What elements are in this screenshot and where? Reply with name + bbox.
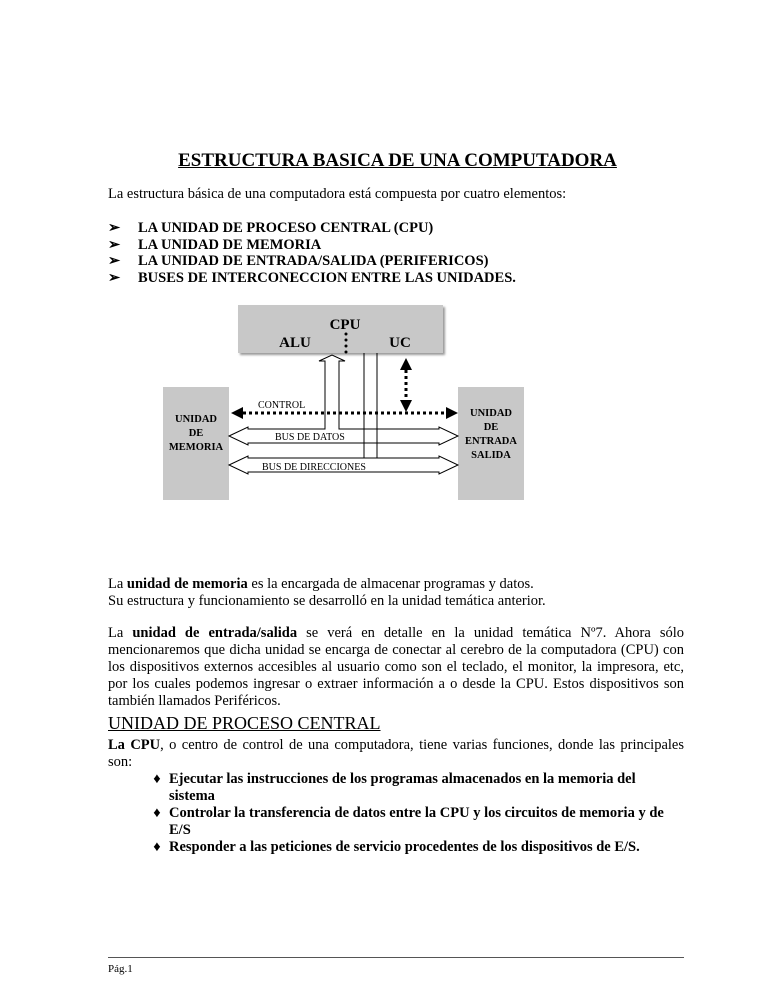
io-label: ENTRADA xyxy=(465,436,517,447)
list-item: ♦ Controlar la transferencia de datos entre la CPU y los circuitos de memoria y de E/S xyxy=(145,805,685,839)
page-title: ESTRUCTURA BASICA DE UNA COMPUTADORA xyxy=(178,150,617,171)
list-item: ➢ LA UNIDAD DE PROCESO CENTRAL (CPU) xyxy=(108,220,434,236)
memory-term: unidad de memoria xyxy=(126,576,248,592)
list-item: ➢ BUSES DE INTERCONECCION ENTRE LAS UNIDADES. xyxy=(108,269,516,286)
arrow-bullet-icon: ➢ xyxy=(108,236,121,253)
diamond-bullet-icon: ♦ xyxy=(153,839,161,855)
memory-label: DE xyxy=(188,428,204,439)
diamond-bullet-icon: ♦ xyxy=(153,771,161,787)
memory-paragraph: La unidad de memoria es la encargada de almacenar programas y datos. Su estructura y funcionamiento se desarrolló en la unidad temática anterior. xyxy=(108,576,546,609)
footer-divider xyxy=(108,957,684,958)
section-heading: UNIDAD DE PROCESO CENTRAL xyxy=(108,713,381,733)
list-item: ➢ LA UNIDAD DE MEMORIA xyxy=(108,236,322,253)
alu-label: ALU xyxy=(279,335,311,351)
diamond-bullet-icon: ♦ xyxy=(153,805,161,821)
uc-label: UC xyxy=(389,335,411,351)
io-paragraph: La unidad de entrada/salida se verá en detalle en la unidad temática Nº7. Ahora sólo mencionaremos que dicha unidad se encarga de conectar al cerebro de la computadora (CPU) con los dispositivos externos accesibles al usuario como son el teclado, el monitor, la impresora, etc, por los cuales podemos ingresar o extraer información a o desde la CPU. Estos dispositivos son también llamados Periféricos. xyxy=(108,625,685,709)
page-number: Pág.1 xyxy=(108,963,133,975)
io-label: SALIDA xyxy=(471,450,511,461)
list-item: ♦ Ejecutar las instrucciones de los programas almacenados en la memoria del sistema xyxy=(145,771,685,805)
io-label: UNIDAD xyxy=(470,408,512,419)
cpu-paragraph: La CPU, o centro de control de una computadora, tiene varias funciones, donde las principales son: xyxy=(108,737,684,770)
list-item: ➢ LA UNIDAD DE ENTRADA/SALIDA (PERIFERICOS) xyxy=(108,253,489,269)
data-bus-label: BUS DE DATOS xyxy=(275,432,345,443)
arrow-bullet-icon: ➢ xyxy=(108,220,121,236)
io-term: unidad de entrada/salida xyxy=(132,625,298,641)
arrow-bullet-icon: ➢ xyxy=(108,269,121,286)
memory-label: MEMORIA xyxy=(168,442,224,453)
list-item: ♦ Responder a las peticiones de servicio procedentes de los dispositivos de E/S. xyxy=(145,839,685,856)
intro-text: La estructura básica de una computadora está compuesta por cuatro elementos: xyxy=(108,186,567,202)
arrow-bullet-icon: ➢ xyxy=(108,253,121,269)
control-label: CONTROL xyxy=(258,400,306,411)
cpu-label: CPU xyxy=(329,317,361,333)
address-bus-label: BUS DE DIRECCIONES xyxy=(262,462,366,473)
functions-list xyxy=(145,771,685,856)
io-label: DE xyxy=(483,422,499,433)
memory-label: UNIDAD xyxy=(175,414,217,425)
